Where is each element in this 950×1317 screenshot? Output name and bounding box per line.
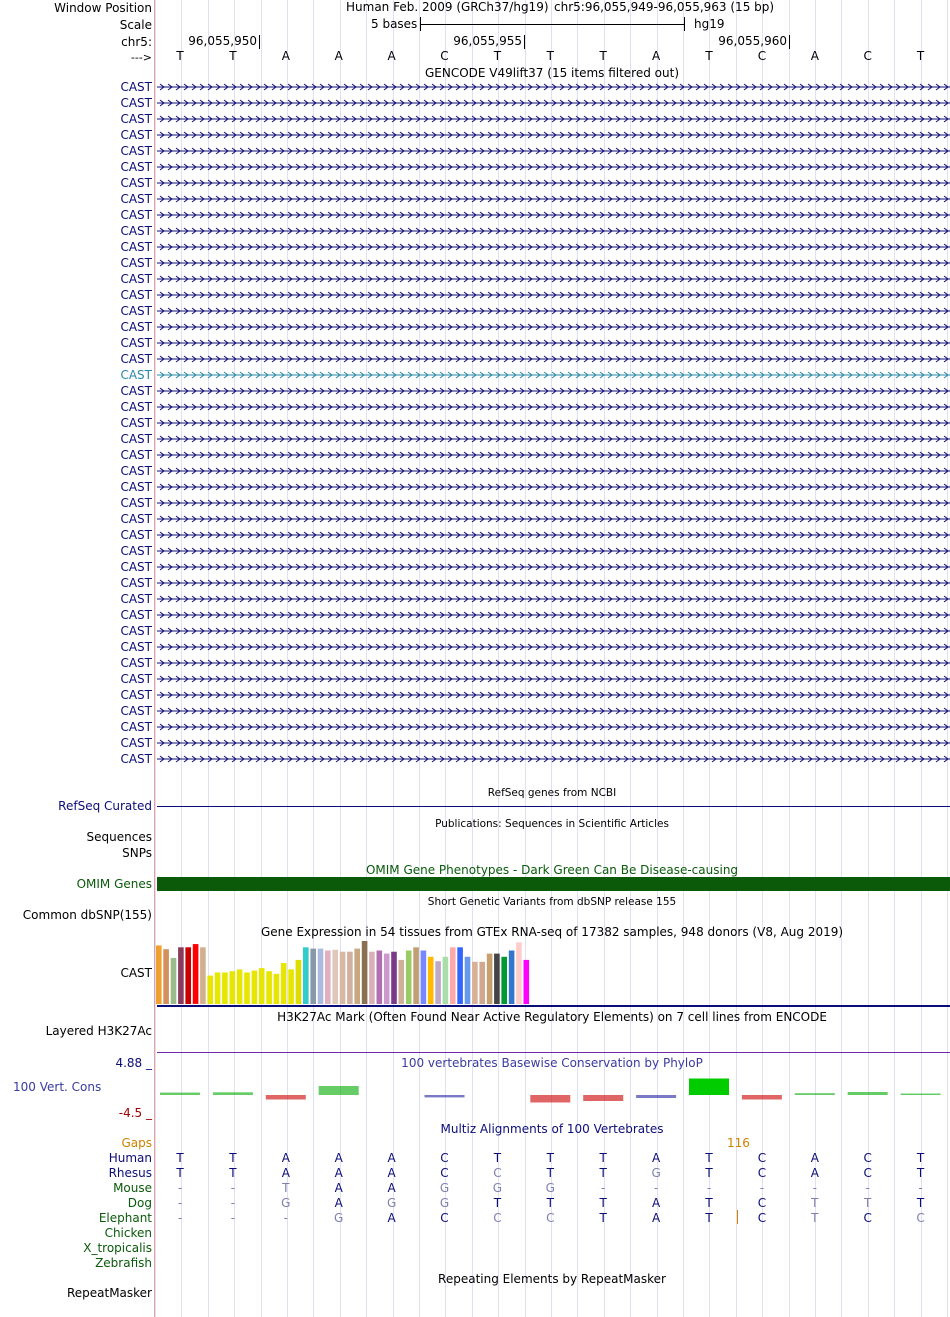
multiz-base: T — [493, 1196, 502, 1210]
base-letter: T — [546, 49, 554, 63]
phylop-score-bar[interactable] — [795, 1093, 835, 1095]
multiz-base: T — [229, 1166, 237, 1180]
gencode-gene-label[interactable]: CAST — [120, 96, 152, 110]
base-letter: T — [916, 49, 925, 63]
phylop-score-bar[interactable] — [266, 1095, 306, 1100]
gtex-tissue-bar[interactable] — [281, 963, 287, 1004]
gencode-gene-label[interactable]: CAST — [120, 352, 152, 366]
multiz-base: A — [334, 1181, 343, 1195]
multiz-base: - — [177, 1196, 183, 1210]
multiz-base: C — [757, 1151, 767, 1165]
gencode-gene-label[interactable]: CAST — [120, 336, 152, 350]
gtex-tissue-bar[interactable] — [472, 962, 478, 1004]
gtex-tissue-bar[interactable] — [457, 947, 463, 1004]
multiz-base: - — [706, 1181, 712, 1195]
gencode-gene-label[interactable]: CAST — [120, 720, 152, 734]
multiz-base: T — [546, 1166, 554, 1180]
multiz-base: - — [230, 1211, 236, 1225]
gencode-gene-label[interactable]: CAST — [120, 112, 152, 126]
coordinate-label: 96,055,960 — [718, 34, 787, 48]
gtex-tissue-bar[interactable] — [163, 949, 169, 1004]
gencode-gene-label[interactable]: CAST — [120, 208, 152, 222]
base-letter: T — [599, 49, 607, 63]
multiz-base: - — [177, 1211, 183, 1225]
multiz-base: T — [705, 1166, 713, 1180]
gencode-gene-label[interactable]: CAST — [120, 480, 152, 494]
multiz-base: A — [651, 1196, 661, 1210]
base-letter: T — [493, 49, 502, 63]
multiz-base: T — [176, 1166, 184, 1180]
snps-label[interactable]: SNPs — [122, 846, 152, 860]
phylop-track-title[interactable]: 100 vertebrates Basewise Conservation by PhyloP — [401, 1056, 703, 1070]
gtex-tissue-bar[interactable] — [391, 952, 397, 1004]
multiz-base: T — [282, 1181, 290, 1195]
phylop-label[interactable]: 100 Vert. Cons — [13, 1080, 102, 1094]
phylop-score-bar[interactable] — [160, 1093, 200, 1095]
phylop-score-bar[interactable] — [689, 1079, 729, 1096]
gencode-gene-label[interactable]: CAST — [120, 656, 152, 670]
gencode-gene-label[interactable]: CAST — [120, 368, 152, 382]
multiz-base: T — [176, 1151, 184, 1165]
gencode-gene-label[interactable]: CAST — [120, 752, 152, 766]
gtex-tissue-bar[interactable] — [494, 954, 500, 1004]
multiz-base: G — [545, 1181, 555, 1195]
gtex-tissue-bar[interactable] — [185, 947, 191, 1004]
omim-label[interactable]: OMIM Genes — [76, 877, 152, 891]
gtex-tissue-bar[interactable] — [384, 954, 390, 1004]
multiz-base: - — [812, 1181, 817, 1195]
multiz-base: - — [865, 1181, 870, 1195]
gtex-tissue-bar[interactable] — [377, 951, 383, 1005]
gtex-tissue-bar[interactable] — [413, 947, 419, 1004]
multiz-base: - — [283, 1211, 288, 1225]
multiz-base: T — [229, 1151, 237, 1165]
phylop-min-label: -4.5 _ — [118, 1106, 152, 1120]
gtex-tissue-bar[interactable] — [237, 969, 243, 1004]
multiz-base: A — [334, 1151, 343, 1165]
gtex-tissue-bar[interactable] — [354, 949, 360, 1004]
gtex-tissue-bar[interactable] — [274, 974, 280, 1004]
window-position-label: Window Position — [54, 1, 152, 15]
gaps-label: Gaps — [121, 1136, 152, 1150]
gencode-gene-label[interactable]: CAST — [120, 560, 152, 574]
multiz-base: T — [705, 1211, 713, 1225]
gtex-tissue-bar[interactable] — [207, 976, 213, 1004]
gtex-tissue-bar[interactable] — [465, 957, 471, 1004]
multiz-base: - — [601, 1181, 606, 1195]
base-letter: A — [281, 49, 290, 63]
base-letter: T — [705, 49, 713, 63]
gtex-tissue-bar[interactable] — [318, 949, 324, 1004]
gencode-gene-label[interactable]: CAST — [120, 224, 152, 238]
multiz-base: G — [492, 1181, 503, 1195]
gencode-gene-label[interactable]: CAST — [120, 192, 152, 206]
gencode-gene-label[interactable]: CAST — [120, 576, 152, 590]
phylop-score-bar[interactable] — [213, 1092, 253, 1095]
gencode-track-title[interactable]: GENCODE V49lift37 (15 items filtered out) — [424, 66, 680, 80]
gtex-tissue-bar[interactable] — [443, 957, 449, 1004]
gtex-tissue-bar[interactable] — [406, 951, 412, 1005]
gencode-gene-label[interactable]: CAST — [120, 144, 152, 158]
base-letter: T — [176, 49, 184, 63]
phylop-score-bar[interactable] — [425, 1095, 465, 1097]
refseq-label[interactable]: RefSeq Curated — [58, 799, 152, 813]
multiz-base: - — [653, 1181, 659, 1195]
multiz-base: C — [440, 1211, 449, 1225]
multiz-track-title[interactable]: Multiz Alignments of 100 Vertebrates — [440, 1122, 664, 1136]
multiz-base: A — [387, 1181, 396, 1195]
strand-label: ---> — [130, 51, 152, 64]
multiz-base: G — [334, 1211, 344, 1225]
dbsnp-label[interactable]: Common dbSNP(155) — [22, 908, 152, 922]
gtex-tissue-bar[interactable] — [479, 962, 485, 1004]
phylop-max-label: 4.88 _ — [115, 1056, 152, 1070]
gtex-tissue-bar[interactable] — [303, 947, 309, 1004]
gtex-tissue-bar[interactable] — [156, 945, 162, 1004]
gtex-tissue-bar[interactable] — [252, 971, 258, 1004]
multiz-base: T — [599, 1166, 607, 1180]
gencode-gene-label[interactable]: CAST — [120, 80, 152, 94]
gap-count: 116 — [727, 1136, 750, 1150]
multiz-base: T — [599, 1196, 607, 1210]
gtex-tissue-bar[interactable] — [325, 951, 331, 1005]
phylop-score-bar[interactable] — [319, 1086, 359, 1095]
gtex-tissue-bar[interactable] — [421, 951, 427, 1005]
gtex-tissue-bar[interactable] — [516, 942, 522, 1004]
multiz-base: A — [387, 1211, 396, 1225]
multiz-base: C — [863, 1211, 872, 1225]
gencode-gene-label[interactable]: CAST — [120, 672, 152, 686]
db-text: hg19 — [694, 17, 725, 31]
phylop-score-bar[interactable] — [742, 1095, 782, 1100]
gencode-gene-label[interactable]: CAST — [120, 176, 152, 190]
gtex-tissue-bar[interactable] — [369, 952, 375, 1004]
rmsk-label[interactable]: RepeatMasker — [66, 1286, 152, 1300]
gtex-tissue-bar[interactable] — [259, 968, 265, 1004]
gencode-gene-label[interactable]: CAST — [120, 688, 152, 702]
multiz-base: T — [546, 1151, 554, 1165]
gencode-gene-label[interactable]: CAST — [120, 160, 152, 174]
sequences-label[interactable]: Sequences — [86, 830, 152, 844]
gap-marker — [737, 1210, 738, 1224]
multiz-base: G — [651, 1166, 661, 1180]
gencode-gene-label[interactable]: CAST — [120, 608, 152, 622]
h3k27ac-track-title[interactable]: H3K27Ac Mark (Often Found Near Active Regulatory Elements) on 7 cell lines from ENCODE — [277, 1010, 827, 1024]
multiz-base: A — [387, 1151, 396, 1165]
multiz-species-label[interactable]: Rhesus — [108, 1166, 152, 1180]
gencode-gene-label[interactable]: CAST — [120, 432, 152, 446]
phylop-score-bar[interactable] — [530, 1095, 570, 1103]
gencode-gene-label[interactable]: CAST — [120, 448, 152, 462]
scale-label: Scale — [119, 18, 152, 32]
multiz-base: - — [759, 1181, 765, 1195]
multiz-base: A — [810, 1151, 819, 1165]
gencode-gene-label[interactable]: CAST — [120, 384, 152, 398]
multiz-base: G — [386, 1196, 397, 1210]
gtex-tissue-bar[interactable] — [296, 960, 302, 1004]
multiz-base: C — [546, 1211, 555, 1225]
refseq-track-title[interactable]: RefSeq genes from NCBI — [487, 787, 617, 799]
gtex-tissue-bar[interactable] — [501, 957, 507, 1004]
gtex-tissue-bar[interactable] — [230, 971, 236, 1004]
multiz-base: T — [599, 1151, 607, 1165]
phylop-score-bar[interactable] — [636, 1095, 676, 1098]
position-text[interactable]: chr5:96,055,949-96,055,963 (15 bp) — [554, 0, 775, 14]
multiz-base: G — [281, 1196, 291, 1210]
assembly-text: Human Feb. 2009 (GRCh37/hg19) — [346, 0, 549, 14]
multiz-species-label[interactable]: Mouse — [113, 1181, 152, 1195]
gtex-tissue-bar[interactable] — [524, 960, 530, 1004]
gencode-gene-label[interactable]: CAST — [120, 512, 152, 526]
omim-track-title[interactable]: OMIM Gene Phenotypes - Dark Green Can Be Disease-causing — [365, 863, 739, 877]
gencode-gene-label[interactable]: CAST — [120, 256, 152, 270]
gtex-tissue-bar[interactable] — [450, 947, 456, 1004]
gencode-gene-label[interactable]: CAST — [120, 128, 152, 142]
gtex-gene-label[interactable]: CAST — [120, 966, 152, 980]
multiz-base: T — [916, 1166, 925, 1180]
multiz-base: C — [757, 1166, 767, 1180]
multiz-base: A — [334, 1166, 343, 1180]
base-letter: T — [229, 49, 237, 63]
gtex-tissue-bar[interactable] — [399, 960, 405, 1004]
gtex-tissue-bar[interactable] — [266, 971, 272, 1004]
multiz-base: A — [281, 1166, 290, 1180]
gencode-gene-label[interactable]: CAST — [120, 592, 152, 606]
h3k27ac-baseline — [157, 1052, 950, 1053]
base-letter: A — [651, 49, 661, 63]
phylop-score-bar[interactable] — [848, 1092, 888, 1095]
multiz-base: C — [863, 1166, 872, 1180]
multiz-base: T — [864, 1196, 872, 1210]
gtex-tissue-bar[interactable] — [487, 954, 493, 1004]
dbsnp-track-title[interactable]: Short Genetic Variants from dbSNP release 155 — [427, 896, 677, 908]
gtex-tissue-bar[interactable] — [362, 941, 368, 1004]
gencode-gene-label[interactable]: CAST — [120, 464, 152, 478]
multiz-base: C — [493, 1211, 502, 1225]
multiz-base: T — [916, 1196, 925, 1210]
gencode-gene-label[interactable]: CAST — [120, 736, 152, 750]
multiz-base: A — [651, 1211, 661, 1225]
coordinate-label: 96,055,955 — [453, 34, 522, 48]
base-letter: A — [810, 49, 819, 63]
gencode-gene-label[interactable]: CAST — [120, 528, 152, 542]
gencode-gene-label[interactable]: CAST — [120, 400, 152, 414]
gencode-gene-label[interactable]: CAST — [120, 704, 152, 718]
gtex-tissue-bar[interactable] — [347, 952, 353, 1004]
gencode-gene-label[interactable]: CAST — [120, 416, 152, 430]
h3k27ac-label[interactable]: Layered H3K27Ac — [45, 1024, 152, 1038]
multiz-base: - — [230, 1181, 236, 1195]
multiz-base: T — [705, 1196, 713, 1210]
gencode-gene-label[interactable]: CAST — [120, 640, 152, 654]
multiz-base: T — [811, 1211, 819, 1225]
gtex-tissue-bar[interactable] — [340, 952, 346, 1004]
multiz-base: T — [546, 1196, 554, 1210]
base-letter: A — [334, 49, 343, 63]
multiz-base: C — [440, 1166, 449, 1180]
gencode-gene-label[interactable]: CAST — [120, 272, 152, 286]
scale-text: 5 bases — [371, 17, 418, 31]
multiz-base: C — [863, 1151, 872, 1165]
multiz-base: C — [757, 1196, 767, 1210]
gtex-tissue-bar[interactable] — [288, 969, 294, 1004]
multiz-base: - — [177, 1181, 183, 1195]
gtex-tissue-bar[interactable] — [310, 949, 316, 1004]
base-letter: A — [387, 49, 396, 63]
multiz-base: A — [651, 1151, 661, 1165]
multiz-base: C — [440, 1151, 449, 1165]
gtex-tissue-bar[interactable] — [428, 957, 434, 1004]
multiz-base: - — [230, 1196, 236, 1210]
multiz-species-label[interactable]: Dog — [127, 1196, 152, 1210]
phylop-score-bar[interactable] — [901, 1094, 941, 1096]
multiz-base: A — [810, 1166, 819, 1180]
rmsk-track-title[interactable]: Repeating Elements by RepeatMasker — [438, 1272, 666, 1286]
multiz-base: G — [439, 1181, 450, 1195]
gtex-tissue-bar[interactable] — [509, 951, 515, 1005]
gencode-gene-label[interactable]: CAST — [120, 544, 152, 558]
multiz-base: C — [916, 1211, 925, 1225]
multiz-base: C — [493, 1166, 502, 1180]
multiz-base: T — [705, 1151, 713, 1165]
base-letter: C — [757, 49, 767, 63]
gencode-gene-label[interactable]: CAST — [120, 304, 152, 318]
multiz-species-label[interactable]: Human — [108, 1151, 152, 1165]
gencode-gene-label[interactable]: CAST — [120, 288, 152, 302]
base-letter: C — [863, 49, 872, 63]
gencode-gene-label[interactable]: CAST — [120, 240, 152, 254]
multiz-base: A — [281, 1151, 290, 1165]
multiz-base: - — [918, 1181, 923, 1195]
multiz-base: T — [599, 1211, 607, 1225]
gtex-tissue-bar[interactable] — [244, 973, 250, 1005]
gtex-tissue-bar[interactable] — [171, 958, 177, 1004]
gencode-gene-label[interactable]: CAST — [120, 320, 152, 334]
phylop-score-bar[interactable] — [583, 1095, 623, 1101]
multiz-base: T — [916, 1151, 925, 1165]
gtex-bottom-border — [157, 1005, 950, 1007]
gtex-track-title[interactable]: Gene Expression in 54 tissues from GTEx RNA-seq of 17382 samples, 948 donors (V8, Aug 2019) — [260, 925, 844, 939]
gtex-tissue-bar[interactable] — [215, 973, 221, 1005]
gtex-tissue-bar[interactable] — [178, 947, 184, 1004]
multiz-base: T — [493, 1151, 502, 1165]
multiz-base: A — [387, 1166, 396, 1180]
pubs-track-title[interactable]: Publications: Sequences in Scientific Articles — [435, 818, 669, 830]
gencode-gene-label[interactable]: CAST — [120, 624, 152, 638]
gtex-tissue-bar[interactable] — [222, 973, 228, 1005]
multiz-base: C — [757, 1211, 767, 1225]
gtex-tissue-bar[interactable] — [332, 950, 338, 1004]
gtex-tissue-bar[interactable] — [193, 944, 199, 1004]
base-letter: C — [440, 49, 449, 63]
chrom-label: chr5: — [121, 35, 152, 49]
multiz-species-label[interactable]: Elephant — [98, 1211, 152, 1225]
gencode-gene-label[interactable]: CAST — [120, 496, 152, 510]
gtex-tissue-bar[interactable] — [435, 961, 441, 1004]
gtex-tissue-bar[interactable] — [200, 947, 206, 1004]
multiz-base: T — [811, 1196, 819, 1210]
multiz-species-label[interactable]: X_tropicalis — [83, 1241, 152, 1255]
multiz-species-label[interactable]: Zebrafish — [95, 1256, 152, 1270]
coordinate-label: 96,055,950 — [188, 34, 257, 48]
multiz-base: A — [334, 1196, 343, 1210]
multiz-species-label[interactable]: Chicken — [104, 1226, 152, 1240]
multiz-base: G — [439, 1196, 450, 1210]
